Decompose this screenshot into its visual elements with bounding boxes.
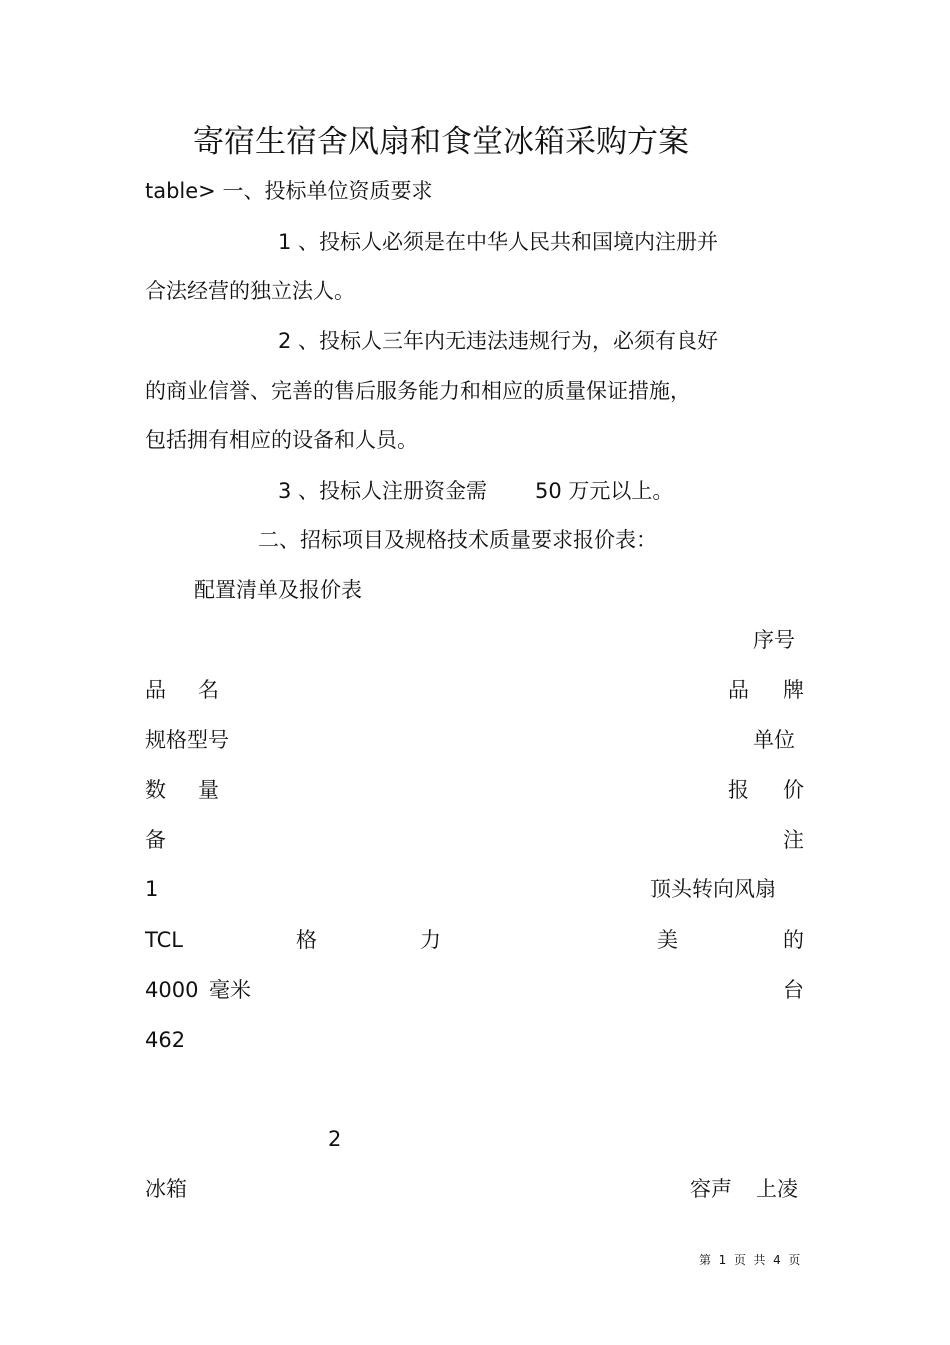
header-spec: 规格型号 (145, 728, 229, 752)
header-unit: 单位 (753, 728, 795, 752)
header-qty-char-1: 数 (145, 778, 166, 802)
row2-seq: 2 (328, 1127, 342, 1151)
requirement-1-line-1: 1 、投标人必须是在中华人民共和国境内注册并 (278, 230, 719, 254)
document-title: 寄宿生宿舍风扇和食堂冰箱采购方案 (193, 124, 689, 160)
row1-name: 顶头转向风扇 (650, 877, 776, 901)
header-remark-char-1: 备 (145, 828, 166, 852)
requirement-1-line-2: 合法经营的独立法人。 (145, 279, 355, 303)
row1-spec-unit: 毫米 (209, 978, 251, 1002)
section1-heading: table> 一、投标单位资质要求 (145, 179, 433, 203)
header-name-char-1: 品 (145, 678, 166, 702)
requirement-3-amount: 50 万元以上。 (535, 479, 674, 503)
row2-brand-1: 容声 (690, 1177, 732, 1201)
row1-qty: 462 (145, 1028, 186, 1052)
row1-brand-2: 格 (296, 928, 317, 952)
header-brand-char-1: 品 (728, 678, 749, 702)
row2-brand-2: 上凌 (756, 1177, 798, 1201)
row1-spec-number: 4000 (145, 978, 199, 1002)
row1-seq: 1 (145, 877, 159, 901)
header-remark-char-2: 注 (783, 828, 804, 852)
row1-brand-5: 的 (783, 928, 804, 952)
header-seq: 序号 (753, 628, 795, 652)
page-footer: 第 1 页 共 4 页 (699, 1253, 801, 1267)
header-price-char-2: 价 (783, 778, 804, 802)
row1-brand-4: 美 (657, 928, 678, 952)
requirement-3-prefix: 3 、投标人注册资金需 (278, 479, 488, 503)
row1-brand-1: TCL (145, 928, 183, 952)
table-caption: 配置清单及报价表 (194, 578, 362, 602)
header-brand-char-2: 牌 (783, 678, 804, 702)
row2-name: 冰箱 (145, 1177, 187, 1201)
row1-brand-3: 力 (420, 928, 441, 952)
section2-heading: 二、招标项目及规格技术质量要求报价表： (258, 528, 657, 552)
header-qty-char-2: 量 (198, 778, 219, 802)
requirement-2-line-2: 的商业信誉、完善的售后服务能力和相应的质量保证措施， (145, 379, 691, 403)
header-price-char-1: 报 (728, 778, 749, 802)
row1-unit: 台 (783, 978, 804, 1002)
requirement-2-line-3: 包括拥有相应的设备和人员。 (145, 428, 418, 452)
header-name-char-2: 名 (198, 678, 219, 702)
requirement-2-line-1: 2 、投标人三年内无违法违规行为，必须有良好 (278, 329, 719, 353)
